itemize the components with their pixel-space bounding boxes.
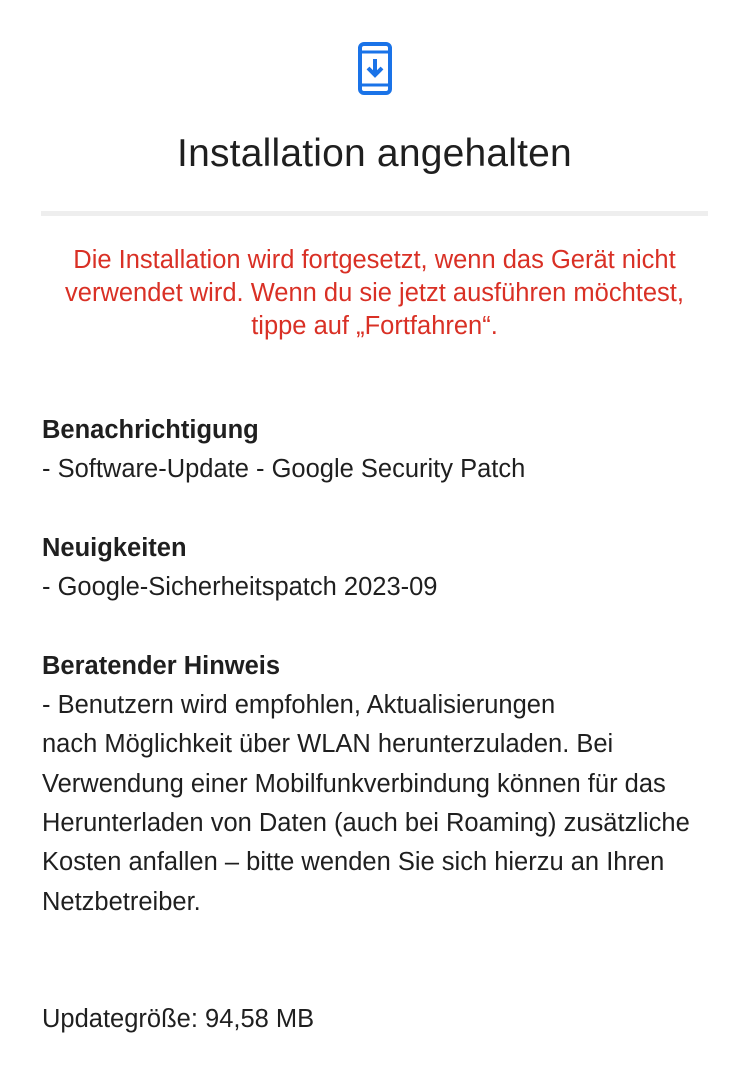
section-notification — [42, 411, 712, 490]
header-divider — [41, 211, 708, 216]
section-heading-whats-new: Neuigkeiten — [42, 533, 187, 562]
section-heading-notification: Benachrichtigung — [42, 416, 259, 444]
section-body-notification: - Software-Update - Google Security Patch — [42, 455, 526, 484]
page-title: Installation angehalten — [177, 132, 572, 175]
section-body-advisory: - Benutzern wird empfohlen, Aktualisierungen nach Möglichkeit über WLAN herunterzuladen. Bei Verwendung einer Mobilfunkverbindung können für das Herunterladen von Daten (auch bei Roaming) zusätzliche Kosten anfallen – bitte wenden Sie sich hierzu an Ihren Netzbetreiber. — [42, 691, 690, 916]
section-advisory — [42, 647, 712, 922]
installation-paused-warning: Die Installation wird fortgesetzt, wenn das Gerät nicht verwendet wird. Wenn du sie jetzt ausführen möchtest, tippe auf „Fortfahren“. — [65, 246, 684, 340]
section-body-whats-new: - Google-Sicherheitspatch 2023-09 — [42, 573, 438, 602]
section-whats-new — [42, 529, 712, 608]
phone-download-icon — [357, 42, 393, 96]
section-heading-advisory: Beratender Hinweis — [42, 651, 281, 680]
header-icon-container — [0, 42, 749, 96]
update-details — [42, 411, 712, 1039]
update-size: Updategröße: 94,58 MB — [42, 1004, 315, 1033]
